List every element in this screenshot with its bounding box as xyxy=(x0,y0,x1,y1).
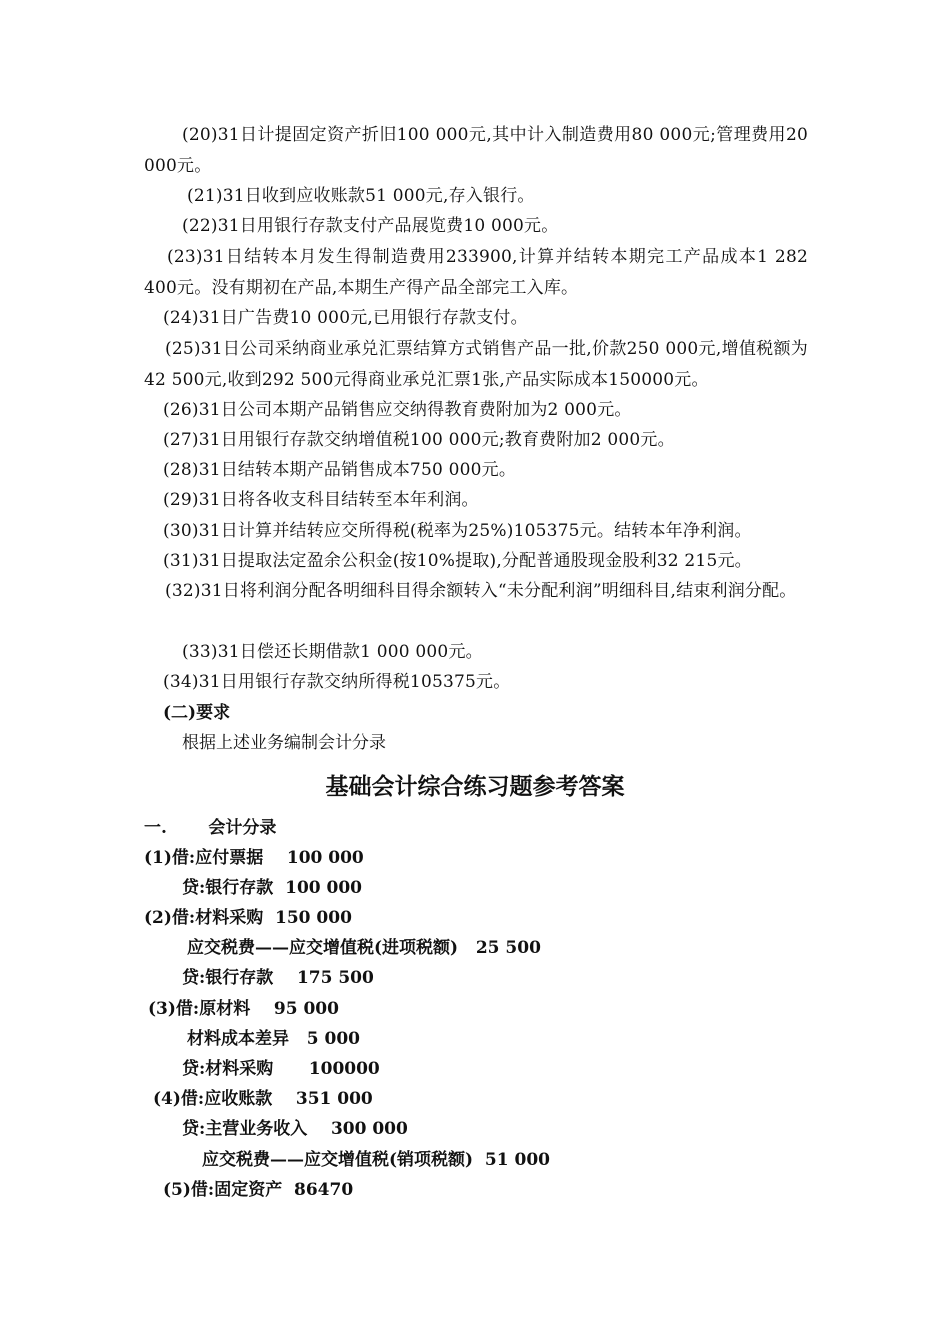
journal-entry-line: 贷:银行存款 175 500 xyxy=(182,968,374,988)
exercise-item-20: (20)31日计提固定资产折旧100 000元,其中计入制造费用80 000元;管理费用20 000元。 xyxy=(144,125,808,176)
exercise-item-29: (29)31日将各收支科目结转至本年利润。 xyxy=(163,490,479,510)
exercise-item-25: (25)31日公司采纳商业承兑汇票结算方式销售产品一批,价款250 000元,增值税额为42 500元,收到292 500元得商业承兑汇票1张,产品实际成本150000元。 xyxy=(144,339,808,390)
requirement-heading: (二)要求 xyxy=(163,703,231,723)
journal-entry-line: (2)借:材料采购 150 000 xyxy=(144,908,352,928)
exercise-item-31: (31)31日提取法定盈余公积金(按10%提取),分配普通股现金股利32 215元。 xyxy=(163,551,752,571)
exercise-item-33: (33)31日偿还长期借款1 000 000元。 xyxy=(182,642,483,662)
exercise-item-23: (23)31日结转本月发生得制造费用233900,计算并结转本期完工产品成本1 282 400元。没有期初在产品,本期生产得产品全部完工入库。 xyxy=(144,247,808,298)
exercise-item-32: (32)31日将利润分配各明细科目得余额转入“未分配利润”明细科目,结束利润分配。 xyxy=(165,581,797,601)
section-heading: 一. 会计分录 xyxy=(144,818,277,838)
journal-entry-line: (3)借:原材料 95 000 xyxy=(148,999,339,1019)
journal-entry-line: 贷:银行存款 100 000 xyxy=(182,878,363,898)
journal-entry-line: (5)借:固定资产 86470 xyxy=(163,1180,354,1200)
exercise-item-28: (28)31日结转本期产品销售成本750 000元。 xyxy=(163,460,517,480)
exercise-item-22: (22)31日用银行存款支付产品展览费10 000元。 xyxy=(182,216,559,236)
exercise-item-26: (26)31日公司本期产品销售应交纳得教育费附加为2 000元。 xyxy=(163,400,632,420)
journal-entry-line: 贷:材料采购 100000 xyxy=(182,1059,380,1079)
exercise-item-21: (21)31日收到应收账款51 000元,存入银行。 xyxy=(187,186,535,206)
journal-entry-line: 贷:主营业务收入 300 000 xyxy=(182,1119,408,1139)
exercise-item-24: (24)31日广告费10 000元,已用银行存款支付。 xyxy=(163,308,528,328)
journal-entry-line: (1)借:应付票据 100 000 xyxy=(144,848,364,868)
answers-title: 基础会计综合练习题参考答案 xyxy=(325,773,625,800)
exercise-item-30: (30)31日计算并结转应交所得税(税率为25%)105375元。结转本年净利润。 xyxy=(163,521,752,541)
journal-entry-line: (4)借:应收账款 351 000 xyxy=(153,1089,373,1109)
exercise-item-27: (27)31日用银行存款交纳增值税100 000元;教育费附加2 000元。 xyxy=(163,430,675,450)
requirement-text: 根据上述业务编制会计分录 xyxy=(182,733,386,753)
exercise-item-34: (34)31日用银行存款交纳所得税105375元。 xyxy=(163,672,511,692)
journal-entry-line: 材料成本差异 5 000 xyxy=(187,1029,360,1049)
journal-entry-line: 应交税费——应交增值税(进项税额) 25 500 xyxy=(187,938,541,958)
journal-entry-line: 应交税费——应交增值税(销项税额) 51 000 xyxy=(202,1150,550,1170)
